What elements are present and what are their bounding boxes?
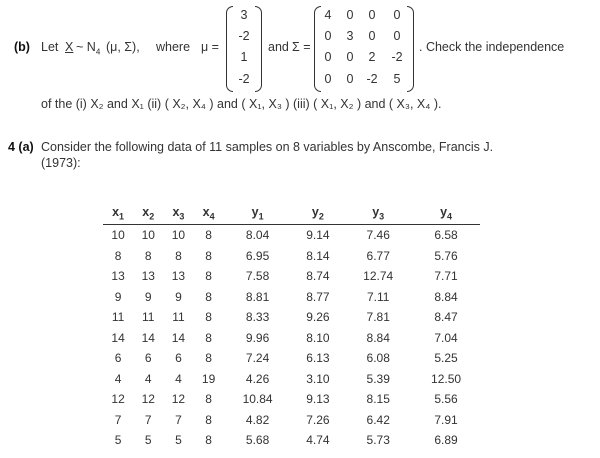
table-cell: 8 (205, 248, 212, 263)
table-cell: 7.71 (434, 269, 458, 284)
sigma-entry: 0 (393, 8, 401, 22)
text-where: where (156, 40, 191, 54)
table-cell: 7.46 (366, 228, 390, 243)
table-row (103, 246, 480, 267)
table-cell: 6 (144, 351, 152, 366)
table-cell: 7.26 (306, 412, 330, 427)
table-row (103, 369, 480, 390)
sigma-entry: 2 (368, 50, 376, 64)
sigma-entry: 0 (346, 8, 354, 22)
table-cell: 6 (114, 351, 122, 366)
table-cell: 8.77 (306, 289, 330, 304)
part-4a-text-line2: (1973): (41, 156, 81, 170)
sigma-entry: 0 (324, 50, 332, 64)
table-cell: 9.13 (306, 392, 330, 407)
table-cell: 10.84 (242, 392, 273, 407)
sigma-entry: 0 (346, 50, 354, 64)
table-cell: 8.47 (434, 310, 458, 325)
table-cell: 6.13 (306, 351, 330, 366)
table-cell: 5 (114, 433, 122, 448)
table-row (103, 430, 480, 451)
table-cell: 6.89 (434, 433, 458, 448)
table-row (103, 348, 480, 369)
table-cell: 4.82 (245, 412, 270, 427)
mu-entry: -2 (238, 72, 250, 86)
table-cell: 5.39 (366, 371, 390, 386)
table-cell: 3.10 (306, 371, 330, 386)
table-cell: 11 (111, 310, 125, 325)
table-cell: 10 (171, 228, 186, 243)
table-cell: 6.08 (366, 351, 390, 366)
table-cell: 8.04 (245, 228, 270, 243)
table-cell: 5 (175, 433, 182, 448)
header-x3: $x_3$ (163, 203, 193, 225)
table-cell: 4.26 (245, 371, 270, 386)
table-cell: 10 (111, 228, 125, 243)
mu-equals: μ = (201, 40, 219, 54)
table-row (103, 225, 480, 246)
table-cell: 8 (205, 433, 212, 448)
anscombe-data-table (103, 203, 480, 451)
table-cell: 14 (171, 330, 186, 345)
table-row (103, 307, 480, 328)
distribution: ~ $N_4$ (76, 40, 101, 57)
table-cell: 9 (144, 289, 152, 304)
table-cell: 8 (205, 351, 212, 366)
table-cell: 8 (205, 228, 212, 243)
table-row (103, 410, 480, 431)
table-body (103, 225, 480, 451)
table-cell: 5 (144, 433, 152, 448)
table-cell: 8.15 (366, 392, 390, 407)
table-cell: 7.11 (366, 289, 390, 304)
mu-entry: 1 (240, 50, 248, 64)
sigma-entry: 0 (346, 72, 354, 86)
table-cell: 9.14 (306, 228, 330, 243)
table-cell: 8 (205, 310, 212, 325)
table-cell: 10 (141, 228, 155, 243)
table-cell: 7 (144, 412, 152, 427)
sigma-entry: 3 (346, 29, 354, 43)
table-cell: 8.84 (366, 330, 390, 345)
header-x2: $x_2$ (133, 203, 163, 225)
table-cell: 11 (142, 310, 155, 325)
table-cell: 6 (175, 351, 182, 366)
independence-cases: of the (i) X₂ and X₁ (ii) ( X₂, X₄ ) and ( X₁, X₃ ) (iii) ( X₁, X₂ ) and ( X₃, X₄ ). (41, 97, 442, 111)
table-cell: 13 (141, 269, 155, 284)
table-cell: 8 (114, 248, 122, 263)
header-x1: $x_1$ (103, 203, 133, 225)
table-header-row (103, 203, 480, 225)
table-cell: 13 (171, 269, 186, 284)
table-cell: 12 (111, 392, 125, 407)
table-cell: 8.10 (306, 330, 330, 345)
table-cell: 8.81 (245, 289, 270, 304)
table-cell: 11 (172, 310, 185, 325)
table-cell: 7.24 (245, 351, 270, 366)
table-cell: 6.42 (366, 412, 390, 427)
table-row (103, 287, 480, 308)
table-cell: 7 (114, 412, 122, 427)
sigma-entry: -2 (366, 72, 378, 86)
table-cell: 6.58 (434, 228, 458, 243)
table-cell: 8 (144, 248, 152, 263)
distribution-params: (μ, Σ), (106, 40, 140, 54)
table-cell: 6.95 (245, 248, 270, 263)
table-cell: 14 (111, 330, 125, 345)
text-and: and (268, 40, 289, 54)
table-cell: 12.50 (431, 371, 462, 386)
table-cell: 6.77 (366, 248, 390, 263)
table-cell: 8.74 (306, 269, 330, 284)
table-cell: 4 (175, 371, 182, 386)
table-cell: 5.68 (245, 433, 270, 448)
header-y2: $y_2$ (292, 203, 345, 225)
header-y3: $y_3$ (344, 203, 412, 225)
table-cell: 9.96 (245, 330, 270, 345)
table-cell: 8.33 (245, 310, 270, 325)
header-x4: $x_4$ (194, 203, 224, 225)
part-4a-text-line1: Consider the following data of 11 samples on 8 variables by Anscombe, Francis J. (41, 140, 494, 154)
table-cell: 7.91 (434, 412, 458, 427)
sigma-equals: Σ = (292, 40, 311, 54)
table-cell: 8 (205, 392, 212, 407)
sigma-entry: 0 (368, 29, 376, 43)
sigma-entry: 0 (324, 72, 332, 86)
sigma-entry: 5 (393, 72, 401, 86)
mu-entry: 3 (240, 8, 248, 22)
table-cell: 12 (171, 392, 186, 407)
table-cell: 12 (141, 392, 155, 407)
table-cell: 7.58 (245, 269, 270, 284)
table-cell: 5.25 (434, 351, 458, 366)
sigma-matrix (314, 6, 414, 92)
mu-vector (226, 6, 262, 92)
table-cell: 5.76 (434, 248, 458, 263)
table-cell: 8 (205, 289, 212, 304)
table-row (103, 266, 480, 287)
check-independence: . Check the independence (419, 40, 565, 54)
table-cell: 5.56 (434, 392, 458, 407)
part-b-label: (b) (14, 40, 30, 54)
table-cell: 8 (205, 412, 212, 427)
header-y1: $y_1$ (224, 203, 292, 225)
table-row (103, 328, 480, 349)
table-cell: 19 (201, 371, 216, 386)
text-let: Let (41, 40, 59, 54)
table-cell: 9.26 (306, 310, 330, 325)
sigma-entry: 4 (324, 8, 332, 22)
mu-entry: -2 (238, 29, 250, 43)
table-cell: 4.74 (306, 433, 330, 448)
table-cell: 8.84 (434, 289, 458, 304)
sigma-entry: 0 (368, 8, 376, 22)
table-cell: 4 (144, 371, 152, 386)
part-4a-label: 4 (a) (8, 140, 34, 154)
table-cell: 5.73 (366, 433, 390, 448)
sigma-entry: 0 (324, 29, 332, 43)
sigma-entry: 0 (393, 29, 401, 43)
x-vector: X (65, 40, 74, 54)
table-cell: 14 (141, 330, 155, 345)
table-cell: 7.04 (434, 330, 458, 345)
sigma-entry: -2 (391, 50, 403, 64)
table-cell: 8 (205, 269, 212, 284)
table-cell: 13 (111, 269, 125, 284)
table-cell: 7 (175, 412, 182, 427)
header-y4: $y_4$ (412, 203, 480, 225)
table-cell: 4 (114, 371, 122, 386)
table-cell: 8 (175, 248, 182, 263)
table-cell: 9 (175, 289, 182, 304)
table-cell: 12.74 (363, 269, 394, 284)
table-cell: 8.14 (306, 248, 330, 263)
table-row (103, 389, 480, 410)
table-cell: 8 (205, 330, 212, 345)
table-cell: 7.81 (366, 310, 390, 325)
table-cell: 9 (114, 289, 122, 304)
